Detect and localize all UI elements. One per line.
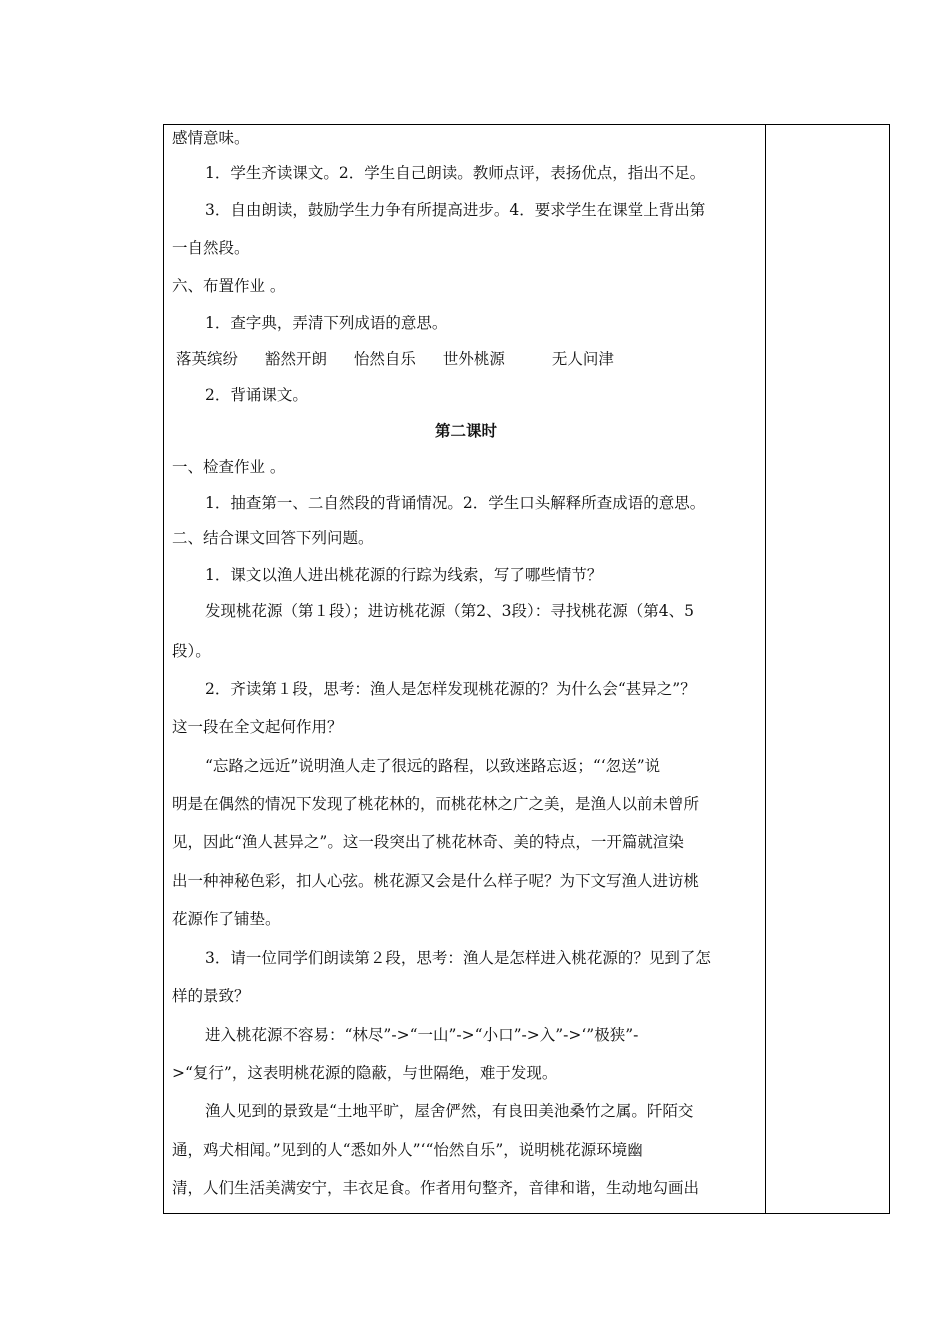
- text-line: 样的景致？: [172, 987, 250, 1005]
- text-line: 1．课文以渔人进出桃花源的行踪为线索，写了哪些情节？: [205, 566, 603, 584]
- text-line: >“复行”，这表明桃花源的隐蔽，与世隔绝，难于发现。: [172, 1064, 558, 1082]
- text-line: 2．齐读第１段，思考：渔人是怎样发现桃花源的？为什么会“甚异之”？: [205, 680, 696, 698]
- section-heading: 一、检查作业 。: [172, 458, 286, 476]
- text-line: 花源作了铺垫。: [172, 910, 281, 928]
- text-line: 1．抽查第一、二自然段的背诵情况。2．学生口头解释所查成语的意思。: [205, 494, 706, 512]
- text-line: 出一种神秘色彩，扣人心弦。桃花源又会是什么样子呢？为下文写渔人进访桃: [172, 872, 700, 890]
- text-line: 感情意味。: [172, 129, 250, 147]
- text-line: 段）。: [172, 642, 211, 660]
- table-column-divider: [765, 124, 766, 1214]
- text-line: 一自然段。: [172, 239, 250, 257]
- lesson-title: 第二课时: [434, 421, 497, 440]
- text-line: 明是在偶然的情况下发现了桃花林的，而桃花林之广之美，是渔人以前未曾所: [172, 795, 700, 813]
- text-line: 通，鸡犬相闻。”见到的人“悉如外人”‘“怡然自乐”，说明桃花源环境幽: [172, 1141, 643, 1159]
- text-line: 3．自由朗读，鼓励学生力争有所提高进步。4．要求学生在课堂上背出第: [205, 201, 706, 219]
- text-line: 1．学生齐读课文。2．学生自己朗读。教师点评，表扬优点，指出不足。: [205, 164, 706, 182]
- text-line: 发现桃花源（第１段）；进访桃花源（第2、3段）：寻找桃花源（第4、5: [205, 602, 694, 620]
- idiom: 世外桃源: [442, 350, 505, 368]
- text-line: 见，因此“渔人甚异之”。这一段突出了桃花林奇、美的特点，一开篇就渲染: [172, 833, 684, 851]
- idiom: 豁然开朗: [264, 350, 327, 368]
- idiom: 落英缤纷: [176, 350, 239, 368]
- section-heading: 二、结合课文回答下列问题。: [172, 529, 374, 547]
- idiom-list: [176, 349, 636, 369]
- idiom: 怡然自乐: [353, 350, 416, 368]
- text-line: 渔人见到的景致是“土地平旷，屋舍俨然，有良田美池桑竹之属。阡陌交: [205, 1102, 694, 1120]
- text-line: 1．查字典，弄清下列成语的意思。: [205, 314, 448, 332]
- text-line: 进入桃花源不容易：“林尽”->“一山”->“小口”->入”->‘”极狭”-: [205, 1026, 639, 1044]
- text-line: 3．请一位同学们朗读第２段，思考：渔人是怎样进入桃花源的？见到了怎: [205, 949, 711, 967]
- text-line: 清，人们生活美满安宁，丰衣足食。作者用句整齐，音律和谐，生动地勾画出: [172, 1179, 700, 1197]
- text-line: “忘路之远近”说明渔人走了很远的路程，以致迷路忘返；“‘忽送”说: [205, 757, 661, 775]
- text-line: 这一段在全文起何作用？: [172, 718, 343, 736]
- section-heading: 六、布置作业 。: [172, 277, 286, 295]
- idiom: 无人问津: [551, 350, 614, 368]
- text-line: 2．背诵课文。: [205, 386, 308, 404]
